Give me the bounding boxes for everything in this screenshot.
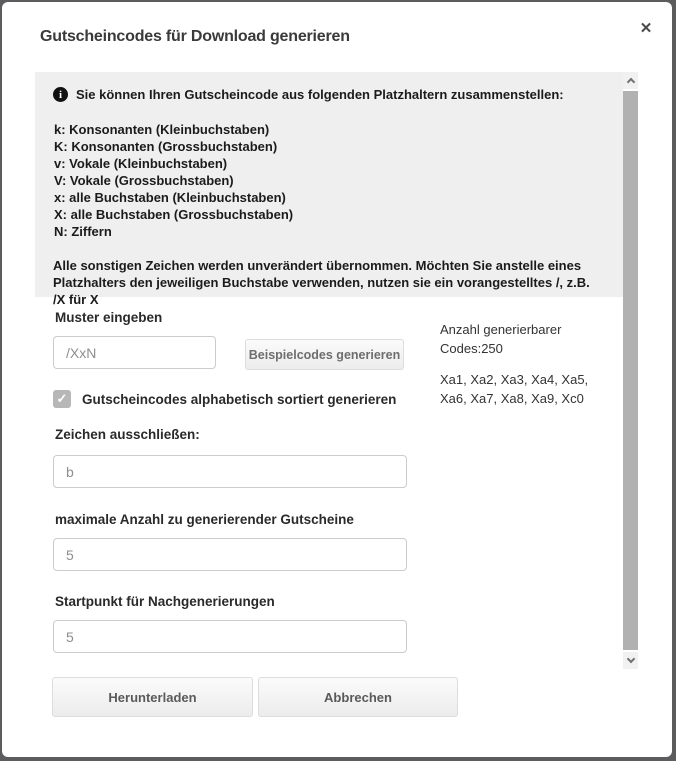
placeholder-item: K: Konsonanten (Grossbuchstaben) [54,139,278,154]
chevron-down-icon [626,655,634,663]
max-count-label: maximale Anzahl zu generierender Gutscheine [55,512,354,527]
chevron-up-icon [626,78,634,86]
scrollbar[interactable] [623,72,638,669]
placeholder-item: v: Vokale (Kleinbuchstaben) [54,156,228,171]
max-count-input[interactable] [53,538,407,571]
exclude-chars-input[interactable] [53,455,407,488]
cancel-button[interactable]: Abbrechen [258,677,458,717]
download-button[interactable]: Herunterladen [52,677,253,717]
close-icon[interactable]: ✕ [639,20,653,37]
info-intro-text: Sie können Ihren Gutscheincode aus folgenden Platzhaltern zusammenstellen: [76,87,564,102]
sort-checkbox-row [53,390,396,408]
codes-samples-text: Xa1, Xa2, Xa3, Xa4, Xa5, Xa6, Xa7, Xa8, Xa9, Xc0 [440,372,589,406]
sort-checkbox[interactable]: ✓ [53,390,71,408]
exclude-chars-label: Zeichen ausschließen: [55,427,200,442]
placeholder-list [54,121,605,240]
codes-info-panel [440,320,590,408]
info-note-text: Alle sonstigen Zeichen werden unverändert übernommen. Möchten Sie anstelle eines Platzhalters den jeweiligen Buchstabe verwenden, nutzen sie ein vorangestelltes /, z.B. /X für X [53,258,590,307]
pattern-input[interactable] [53,336,216,369]
placeholder-item: k: Konsonanten (Kleinbuchstaben) [54,122,270,137]
start-point-input[interactable] [53,620,407,653]
page-title: Gutscheincodes für Download generieren [40,28,350,45]
start-point-label: Startpunkt für Nachgenerierungen [55,594,275,609]
pattern-label: Muster eingeben [55,310,163,325]
generate-samples-button[interactable]: Beispielcodes generieren [245,339,404,370]
info-icon: i [53,87,68,102]
placeholder-info-box [35,72,623,307]
placeholder-item: X: alle Buchstaben (Grossbuchstaben) [54,207,294,222]
sort-checkbox-label: Gutscheincodes alphabetisch sortiert generieren [82,391,397,407]
scroll-down-button[interactable] [623,652,638,669]
scrollbar-thumb[interactable] [623,91,638,650]
codes-count-text: Anzahl generierbarer Codes:250 [440,322,562,356]
placeholder-item: V: Vokale (Grossbuchstaben) [54,173,234,188]
placeholder-item: N: Ziffern [54,224,112,239]
scroll-up-button[interactable] [623,72,638,89]
voucher-download-dialog [2,2,672,757]
placeholder-item: x: alle Buchstaben (Kleinbuchstaben) [54,190,286,205]
